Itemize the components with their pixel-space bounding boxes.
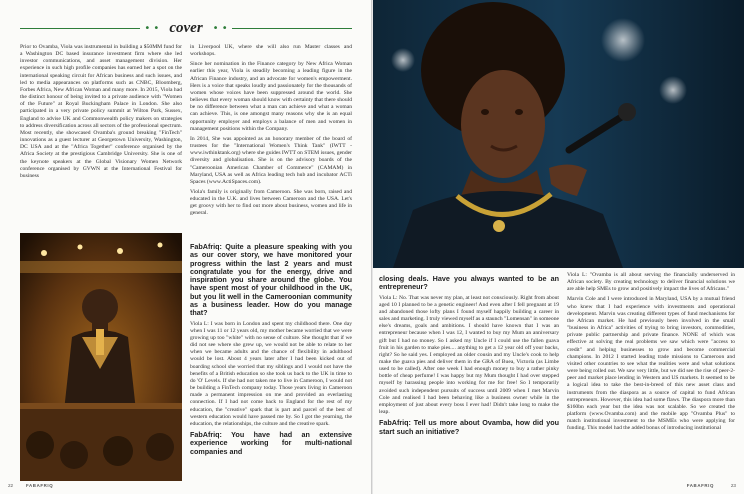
paragraph: Marvin Cole and I were introduced in Maryland, USA by a mutual friend who knew that I had experience with investments and operational development. Marvin was creating different types of fund mechanisms for the African market. He had previously been involved in the small "business in Africa" activities of trying to bring investors, commodities, private public partnership and private finance. NONE of which was effective at solving the real problems we saw which were "access to credit" and helping businesses to grow and become commercial champions. In 2012 I started leading trade missions to Cameroon and visited other countries to see what the realities were and what solutions were being rolled out. We saw very little, but we did see the rise of peer-2-peer and market place lending in Western and US markets. It seemed to be a logical idea to take the best-in-breed of this new asset class and instruments from the diaspora as a source of capital to fund African entrepreneurs. However, this idea had some flaws. The diaspora more than $160bn each year but the idea was not scalable. So we created the platform (www.Ovamba.com) and the mobile app "Ovamba Plus" to match institutional investment to the MSMEs who were applying for funding. This model had the added bonus of introducing institutional (567, 296, 735, 432)
section-label: cover (169, 19, 203, 36)
paragraph: Viola's family is originally from Cameroon. She was born, raised and educated in the U.K. and lives between Cameroon and the USA. Let's get groovy with her to find out more about business, women and life in general. (190, 188, 352, 217)
header-rule-left (20, 28, 140, 29)
footer-brand-left: FABAFRIQ (26, 483, 54, 488)
right-page (373, 0, 744, 494)
left-interview-column (190, 243, 352, 459)
interview-answer: Viola L: I was born in London and spent my childhood there. One day when I was 11 or 12 years old, my mother became worried that we were growing up too "white" with no sense of culture. She thought that if we did not see where she grew up, we would not be able to relate to her when we became adults and the chance of flexibility in adulthood would be lost. About 4 years later after I had been kicked out of boarding school she worried that my siblings and I would not have the benefits of a British education so she took us back to the UK in time to do 'O' Levels. If she had not taken me to live in Cameroon, I would not be building a FinTech company today. Those years living in Cameroon made a permanent impression on me and provided an everlasting connection. If I had not come back to England for the rest of my education, the "creative" spark that is part and parcel of the best of western education would have passed me by. So I got the yearning, the education, the relationships, the culture and the creative spark. (190, 320, 352, 427)
cover-portrait-photo (373, 0, 744, 268)
paragraph: Since her nomination in the Finance category by New Africa Woman earlier this year, Viola is steadily becoming a leading figure in the African Finance industry, and an advocate for women's empowerment. Hers is a voice that speaks loudly and passionately for the thousands of women whose voices have been suppressed around the world. She believes that every woman should know with certainty that there should be no difference between what a man can achieve and what a woman can achieve. This, is one amongst many reasons why she is an equal opportunity employer and employs a balance of men and women in management positions within the Company. (190, 61, 352, 132)
page-number-left: 22 (8, 483, 14, 488)
header-ornament-left: • • (144, 22, 160, 34)
paragraph: Prior to Ovamba, Viola was instrumental in building a $50MM fund for a Washington DC based insurance investment firm where she led investor communications, and asset management division. Her experience in such high profile companies has earned her a spot on the international speaking circuit for African business and such issues, and led to media appearances on platforms such as CNBC, Bloomberg, Forbes Africa, New African Woman and many more. In 2015, Viola had the distinct honour of being invited to a private audience with "Women of the Future" at Royal Buckingham Palace in London. She also participated in a very private policy summit at Wilton Park, Sussex, England to advise UK and Commonwealth policy makers on strategies to address diversification across all sectors of the professional spectrum. Most recently, she showcased Ovamba's ground breaking "FinTech" innovations as a guest lecturer at Georgetown University, Washington, DC USA and at the "Africa Together" conference organised by the Africa Society at the prestigious Cambridge University. She is one of the keynote speakers at the Global Visionary Women Network conference organised by GVWN at the International Festival for business (20, 44, 182, 179)
paragraph: Viola L: "Ovamba is all about serving the financially underserved in African society. By creating technology to deliver financial solutions we are able help SMEs to grow and positively impact the lives of Africans." (567, 272, 735, 293)
interview-question: FabAfriq: Tell us more about Ovamba, how did you start such an initiative? (379, 418, 559, 436)
paragraph: in Liverpool UK, where she will also run Master classes and workshops. (190, 44, 352, 58)
interview-question: FabAfriq: Quite a pleasure speaking with you as our cover story, we have monitored your progress within the last 2 years and must congratulate you for the energy, drive and inspiration you share around the globe. You have spent most of your childhood in the UK, but you lit well in the Cameroonian community as a business leader. How do you manage that? (190, 242, 352, 318)
header-ornament-right: • • (212, 22, 228, 34)
right-column-2 (567, 272, 735, 435)
interview-answer: Viola L: No. That was never my plan, at least not consciously. Right from about aged 10 I planned to be a genetic engineer! And even after I fell pregnant at 19 and abandoned those lofty plans I found myself happily building a career in sales and marketing. I truly viewed myself as a staunch "Lomensan" in someone else's dreams, goals and ambitions. I should have known that I was an entrepreneur because when I was 12, I wanted to buy my Mum an anniversary gift but I had no money. So I asked my Uncle if I could use the fallen guava fruit in his garden to make pies.... anything to get a 12 year old off your backs, right? So he said yes. I employed an older cousin and my Uncle's cook to help make the guava pies and deliver them in the GRA of Buea, Victoria (as Limbe used to be called). After one week I had enough money to buy a rather pinky bottle of cheap perfume! I was happy but my Mum thought I had over stepped myself by harassing people into working for me for free! So I temporarily avoided such independent pursuits of success until 2009 when I met Marvin Cole and realised I had been behaving like a business owner while in the employment of just about every boss I ever had! Didn't take long to make the leap. (379, 294, 559, 416)
left-column-1 (20, 44, 182, 183)
speaker-photo (20, 233, 182, 481)
left-column-2 (190, 44, 352, 221)
paragraph: In 2014, She was appointed as an honorary member of the board of trustees for the "International Women's Think Tank" (IWTT - www.iwthinktank.org) where she guides IWTT on STEM issues, gender diversity and globalisation. She is on the advisory boards of the "Cameroonian American Chamber of Commerce" (CAMAM) in Maryland, USA as well as Africa leading tech hub and incubator ACTi Spaces (www.ActiSpaces.com). (190, 135, 352, 185)
cover-portrait-image (373, 0, 744, 268)
section-header (20, 18, 352, 38)
speaker-photo-image (20, 233, 182, 481)
header-rule-right (232, 28, 352, 29)
right-column-1 (379, 275, 559, 439)
interview-question: FabAfriq: You have had an extensive experience working for multi-national companies and (190, 430, 352, 456)
interview-question-continued: closing deals. Have you always wanted to be an entrepreneur? (379, 274, 559, 292)
footer-brand-right: FABAFRIQ (686, 483, 714, 488)
page-number-right: 23 (730, 483, 736, 488)
